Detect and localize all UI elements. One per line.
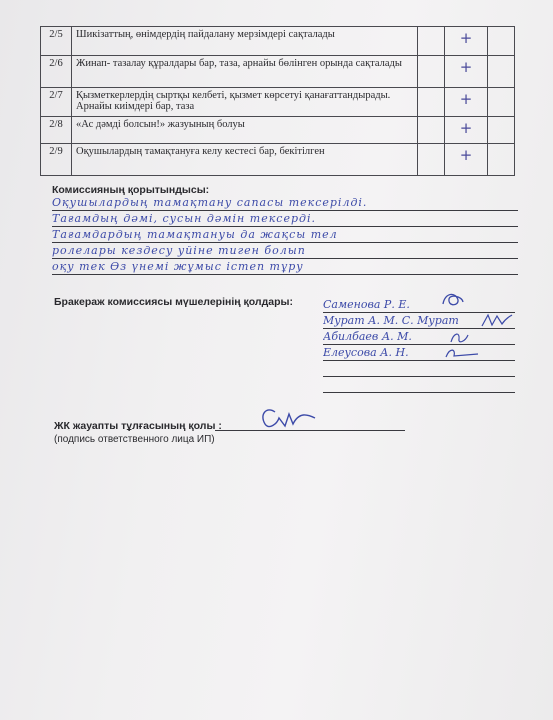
row-number: 2/5 bbox=[41, 27, 72, 56]
handwritten-line: Тағамдардың тамақтануы да жақсы тел bbox=[52, 228, 518, 243]
handwritten-line: Тағамдың дәмі, сусын дәмін тексерді. bbox=[52, 212, 518, 227]
signature-scribble bbox=[444, 346, 480, 362]
empty-cell bbox=[418, 117, 445, 144]
empty-cell bbox=[418, 27, 445, 56]
signature-line: Елеусова А. Н. bbox=[323, 346, 515, 361]
signature-scribble bbox=[440, 290, 466, 310]
empty-cell bbox=[418, 88, 445, 117]
signature-scribble bbox=[480, 312, 514, 330]
signature-scribble bbox=[448, 330, 470, 346]
signature-line bbox=[323, 378, 515, 393]
empty-cell bbox=[488, 88, 515, 117]
signature-line: Мурат А. М. С. Мурат bbox=[323, 314, 515, 329]
ip-signature-label: ЖК жауапты тұлғасының қолы : bbox=[54, 420, 222, 432]
row-number: 2/9 bbox=[41, 144, 72, 176]
signature-line bbox=[323, 362, 515, 377]
row-text: «Ас дәмді болсын!» жазуының болуы bbox=[72, 117, 418, 144]
check-mark: + bbox=[445, 27, 488, 56]
table-row bbox=[41, 88, 515, 117]
commission-signatures-label: Бракераж комиссиясы мүшелерінің қолдары: bbox=[54, 296, 293, 308]
table-row bbox=[41, 117, 515, 144]
empty-cell bbox=[418, 144, 445, 176]
row-number: 2/7 bbox=[41, 88, 72, 117]
ip-signature-subtitle: (подпись ответственного лица ИП) bbox=[54, 434, 215, 445]
conclusion-label: Комиссияның қорытындысы: bbox=[52, 184, 210, 196]
check-mark: + bbox=[445, 144, 488, 176]
check-mark: + bbox=[445, 56, 488, 88]
empty-cell bbox=[488, 27, 515, 56]
row-number: 2/6 bbox=[41, 56, 72, 88]
empty-cell bbox=[418, 56, 445, 88]
empty-cell bbox=[488, 56, 515, 88]
check-mark: + bbox=[445, 117, 488, 144]
row-text: Жинап- тазалау құралдары бар, таза, арнайы бөлінген орында сақталады bbox=[72, 56, 418, 88]
empty-cell bbox=[488, 144, 515, 176]
table-row bbox=[41, 27, 515, 56]
ip-signature-scribble bbox=[255, 404, 321, 434]
row-text: Шикізаттың, өнімдердің пайдалану мерзімдері сақталады bbox=[72, 27, 418, 56]
signature-line: Саменова Р. Е. bbox=[323, 298, 515, 313]
handwritten-line: Оқушылардың тамақтану сапасы тексерілді. bbox=[52, 196, 518, 211]
row-number: 2/8 bbox=[41, 117, 72, 144]
table-row bbox=[41, 144, 515, 176]
checklist-table bbox=[40, 26, 515, 176]
empty-cell bbox=[488, 117, 515, 144]
row-text: Қызметкерлердің сыртқы келбеті, қызмет көрсетуі қанағаттандырады. Арнайы киімдері бар, таза bbox=[72, 88, 418, 117]
table-row bbox=[41, 56, 515, 88]
handwritten-line: ролелары кездесу уйіне тиген болып bbox=[52, 244, 518, 259]
handwritten-line: оқу тек Өз үнемі жұмыс істеп тұру bbox=[52, 260, 518, 275]
row-text: Оқушылардың тамақтануға келу кестесі бар, бекітілген bbox=[72, 144, 418, 176]
check-mark: + bbox=[445, 88, 488, 117]
signature-line: Абилбаев А. М. bbox=[323, 330, 515, 345]
